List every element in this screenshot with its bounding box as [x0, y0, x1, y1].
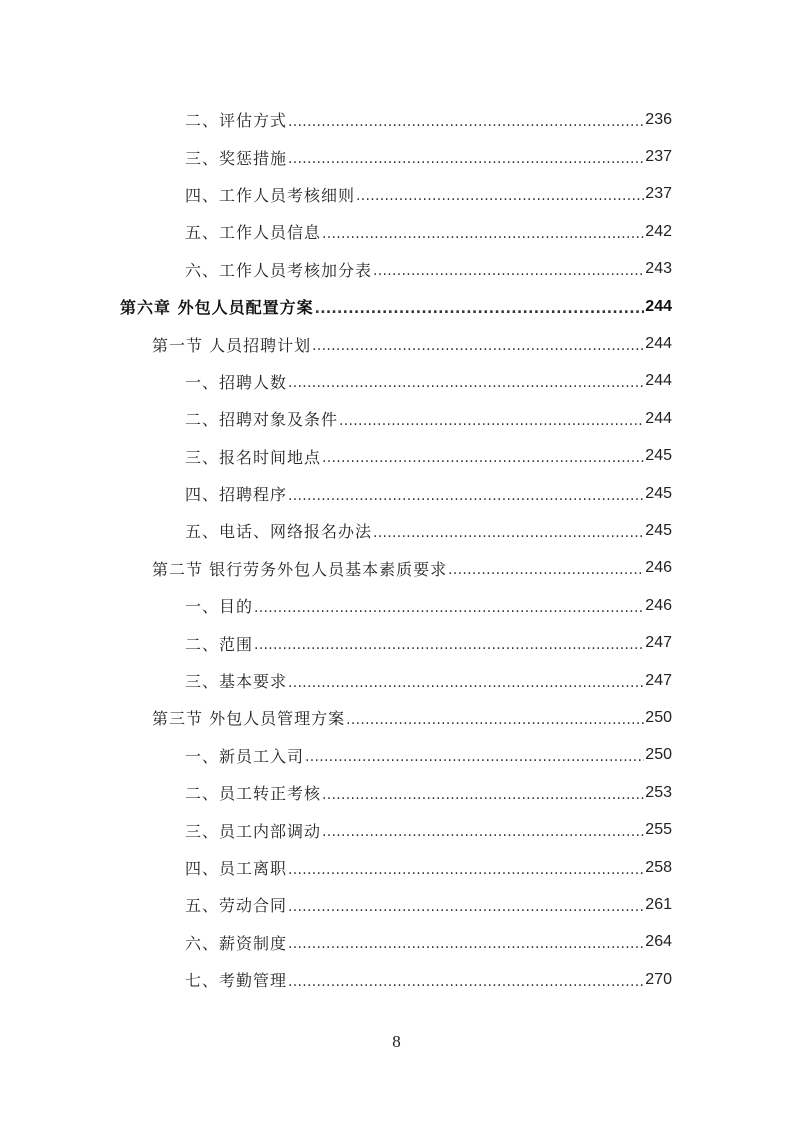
toc-entry-content	[185, 438, 672, 475]
toc-entry-content	[185, 213, 672, 250]
toc-entry-page-number: 247	[645, 634, 672, 652]
toc-entry-page-number: 243	[645, 260, 672, 278]
toc-entry-page-number: 244	[645, 409, 672, 427]
toc-entry-title: 三、报名时间地点	[185, 447, 322, 467]
page-number: 8	[392, 1032, 401, 1051]
toc-entry-item[interactable]	[0, 251, 793, 288]
toc-entry-content	[185, 138, 672, 175]
toc-entry-item[interactable]	[0, 138, 793, 175]
toc-entry-item[interactable]	[0, 737, 793, 774]
toc-entry-content	[185, 624, 672, 661]
toc-entry-content	[152, 325, 672, 362]
toc-entry-page-number: 255	[645, 821, 672, 839]
toc-entry-title: 五、电话、网络报名办法	[185, 522, 373, 542]
toc-entry-item[interactable]	[0, 587, 793, 624]
toc-entry-title: 三、员工内部调动	[185, 821, 322, 841]
toc-entry-page-number: 245	[645, 484, 672, 502]
toc-entry-title: 五、劳动合同	[185, 896, 288, 916]
dot-leader	[339, 413, 644, 429]
toc-entry-page-number: 250	[645, 746, 672, 764]
toc-entry-page-number: 236	[645, 110, 672, 128]
toc-entry-content	[185, 849, 672, 886]
dot-leader	[346, 712, 644, 728]
toc-entry-item[interactable]	[0, 961, 793, 998]
dot-leader	[288, 114, 644, 130]
toc-entry-title: 四、工作人员考核细则	[185, 185, 356, 205]
toc-entry-content	[185, 363, 672, 400]
dot-leader	[254, 637, 644, 653]
dot-leader	[288, 375, 644, 391]
toc-entry-item[interactable]	[0, 849, 793, 886]
dot-leader	[288, 936, 644, 952]
toc-entry-content	[185, 251, 672, 288]
toc-entry-title: 六、工作人员考核加分表	[185, 260, 373, 280]
toc-entry-title: 六、薪资制度	[185, 933, 288, 953]
dot-leader	[356, 188, 644, 204]
toc-entry-content	[185, 774, 672, 811]
toc-entry-content	[185, 400, 672, 437]
dot-leader	[315, 301, 645, 317]
dot-leader	[288, 899, 644, 915]
toc-entry-title: 七、考勤管理	[185, 971, 288, 991]
toc-entry-item[interactable]	[0, 101, 793, 138]
dot-leader	[322, 824, 644, 840]
dot-leader	[254, 600, 644, 616]
toc-entry-content	[185, 176, 672, 213]
toc-entry-page-number: 244	[645, 335, 672, 353]
dot-leader	[322, 226, 644, 242]
toc-entry-item[interactable]	[0, 438, 793, 475]
toc-entry-title: 一、目的	[185, 597, 254, 617]
toc-entry-chapter[interactable]	[0, 288, 793, 325]
toc-entry-content	[152, 550, 672, 587]
toc-entry-page-number: 261	[645, 895, 672, 913]
toc-entry-content	[185, 101, 672, 138]
toc-entry-content	[185, 512, 672, 549]
toc-entry-page-number: 270	[645, 970, 672, 988]
toc-entry-title: 二、范围	[185, 634, 254, 654]
toc-entry-item[interactable]	[0, 363, 793, 400]
toc-entry-title: 第六章 外包人员配置方案	[120, 298, 314, 318]
toc-entry-page-number: 244	[645, 297, 672, 315]
toc-entry-title: 一、新员工入司	[185, 746, 305, 766]
toc-entry-title: 四、员工离职	[185, 859, 288, 878]
toc-entry-page-number: 253	[645, 783, 672, 801]
toc-entry-title: 三、基本要求	[185, 672, 288, 692]
toc-entry-page-number: 250	[645, 708, 672, 726]
toc-entry-content	[185, 662, 672, 699]
toc-entry-title: 二、招聘对象及条件	[185, 410, 339, 430]
toc-entry-page-number: 237	[645, 185, 672, 203]
toc-entry-title: 第二节 银行劳务外包人员基本素质要求	[152, 559, 448, 579]
toc-entry-content	[185, 886, 672, 923]
toc-entry-content	[185, 475, 672, 512]
toc-entry-content	[120, 288, 672, 325]
dot-leader	[373, 263, 644, 279]
dot-leader	[288, 151, 644, 167]
toc-entry-section[interactable]	[0, 325, 793, 362]
toc-entry-content	[152, 699, 672, 736]
toc-entry-title: 第一节 人员招聘计划	[152, 335, 312, 355]
dot-leader	[322, 787, 644, 803]
toc-entry-item[interactable]	[0, 774, 793, 811]
toc-entry-page-number: 264	[645, 933, 672, 951]
toc-entry-title: 二、评估方式	[185, 111, 288, 131]
toc-entry-content	[185, 961, 672, 998]
toc-entry-title: 三、奖惩措施	[185, 148, 288, 168]
toc-entry-item[interactable]	[0, 811, 793, 848]
toc-entry-item[interactable]	[0, 886, 793, 923]
toc-entry-content	[185, 924, 672, 961]
toc-entry-page-number: 246	[645, 596, 672, 614]
table-of-contents	[0, 101, 793, 998]
toc-entry-item[interactable]	[0, 400, 793, 437]
toc-entry-title: 二、员工转正考核	[185, 784, 322, 804]
toc-entry-page-number: 244	[645, 372, 672, 390]
toc-entry-item[interactable]	[0, 475, 793, 512]
dot-leader	[448, 562, 644, 578]
toc-entry-title: 五、工作人员信息	[185, 223, 322, 243]
toc-entry-item[interactable]	[0, 924, 793, 961]
toc-entry-section[interactable]	[0, 699, 793, 736]
dot-leader	[288, 488, 644, 504]
toc-entry-item[interactable]	[0, 176, 793, 213]
toc-entry-page-number: 245	[645, 521, 672, 539]
dot-leader	[288, 974, 644, 990]
dot-leader	[322, 450, 644, 466]
toc-entry-item[interactable]	[0, 624, 793, 661]
dot-leader	[312, 338, 644, 354]
toc-entry-title: 一、招聘人数	[185, 372, 288, 392]
toc-entry-item[interactable]	[0, 512, 793, 549]
toc-entry-content	[185, 587, 672, 624]
toc-entry-page-number: 242	[645, 222, 672, 240]
toc-entry-item[interactable]	[0, 213, 793, 250]
dot-leader	[305, 749, 644, 765]
toc-entry-title: 第三节 外包人员管理方案	[152, 709, 346, 729]
dot-leader	[373, 525, 644, 541]
toc-entry-page-number: 237	[645, 148, 672, 166]
toc-entry-page-number: 246	[645, 559, 672, 577]
toc-entry-item[interactable]	[0, 662, 793, 699]
toc-entry-content	[185, 737, 672, 774]
toc-entry-page-number: 247	[645, 671, 672, 689]
toc-entry-section[interactable]	[0, 550, 793, 587]
toc-entry-page-number: 258	[645, 858, 672, 876]
dot-leader	[288, 862, 644, 878]
dot-leader	[288, 675, 644, 691]
toc-entry-content	[185, 811, 672, 848]
toc-entry-page-number: 245	[645, 447, 672, 465]
toc-entry-title: 四、招聘程序	[185, 485, 288, 505]
